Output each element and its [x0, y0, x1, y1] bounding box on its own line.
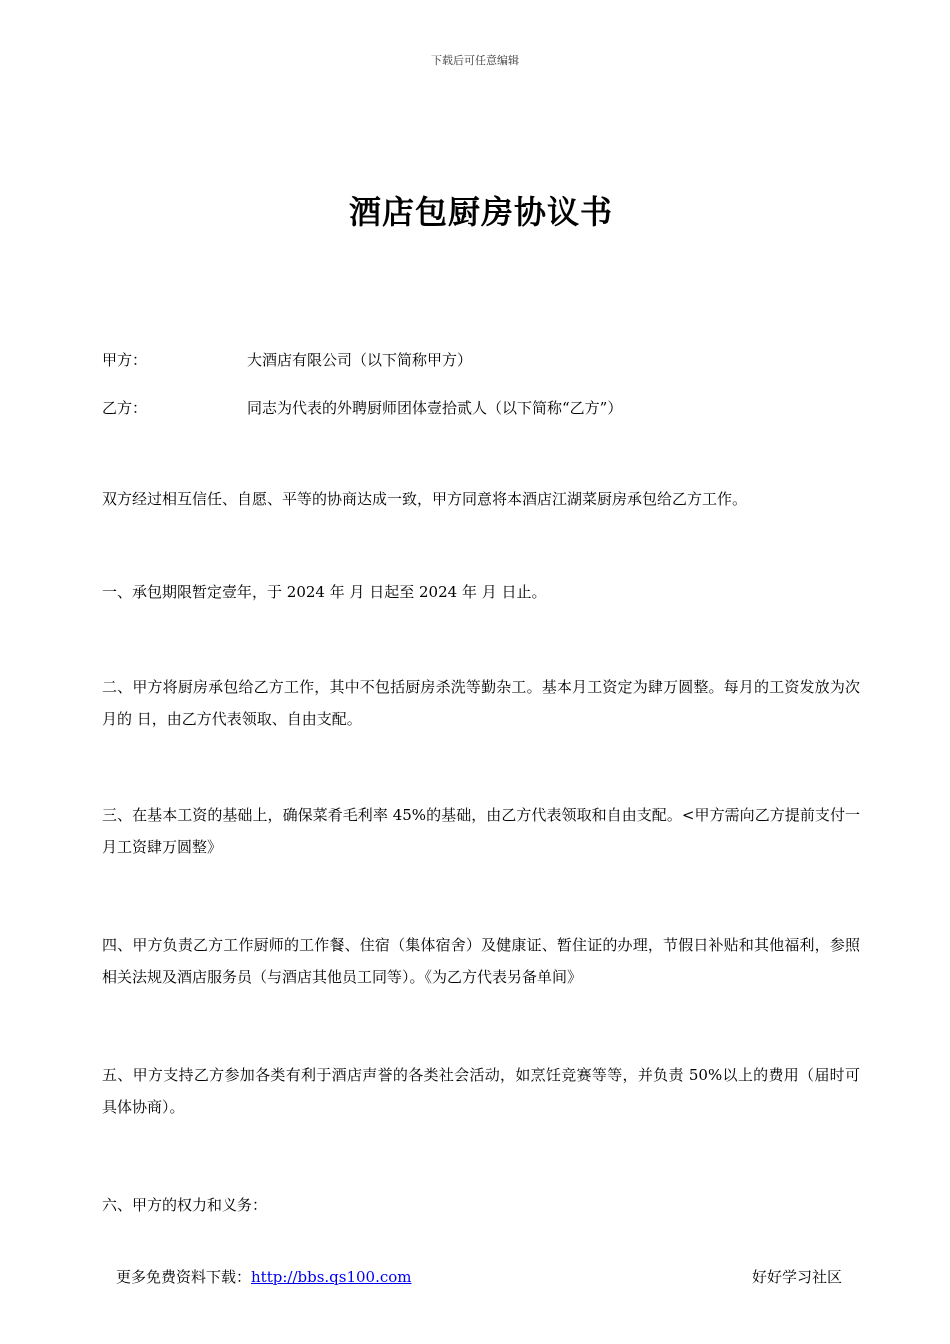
clause-1: 一、承包期限暂定壹年，于 2024 年 月 日起至 2024 年 月 日止。: [102, 583, 547, 601]
party-b-label: 乙方：: [102, 399, 148, 417]
party-a-value: 大酒店有限公司（以下简称甲方）: [247, 351, 473, 369]
footer-download-label: 更多免费资料下载：: [116, 1268, 252, 1286]
footer-download-link[interactable]: http://bbs.qs100.com: [251, 1268, 412, 1286]
clause-2: 二、甲方将厨房承包给乙方工作，其中不包括厨房杀洗等勤杂工。基本月工资定为肆万圆整。每月的工资发放为次月的 日，由乙方代表领取、自由支配。: [102, 678, 860, 728]
clause-6: 六、甲方的权力和义务：: [102, 1196, 268, 1214]
clause-4: 四、甲方负责乙方工作厨师的工作餐、住宿（集体宿舍）及健康证、暂住证的办理，节假日补贴和其他福利，参照相关法规及酒店服务员（与酒店其他员工同等）。《为乙方代表另备单间》: [102, 936, 860, 986]
intro-paragraph: 双方经过相互信任、自愿、平等的协商达成一致，甲方同意将本酒店江湖菜厨房承包给乙方工作。: [102, 490, 748, 508]
clause-5: 五、甲方支持乙方参加各类有利于酒店声誉的各类社会活动，如烹饪竞赛等等，并负责 50%以上的费用（届时可具体协商）。: [102, 1066, 860, 1116]
footer-community: 好好学习社区: [752, 1268, 843, 1286]
party-a-label: 甲方：: [102, 351, 148, 369]
party-b-value: 同志为代表的外聘厨师团体壹拾贰人（以下简称“乙方”）: [247, 399, 623, 417]
clause-3: 三、在基本工资的基础上，确保菜肴毛利率 45%的基础，由乙方代表领取和自由支配。<甲方需向乙方提前支付一月工资肆万圆整》: [102, 806, 860, 856]
header-note: 下载后可任意编辑: [431, 54, 519, 67]
document-title: 酒店包厨房协议书: [348, 193, 613, 231]
footer-download: [116, 1266, 412, 1287]
